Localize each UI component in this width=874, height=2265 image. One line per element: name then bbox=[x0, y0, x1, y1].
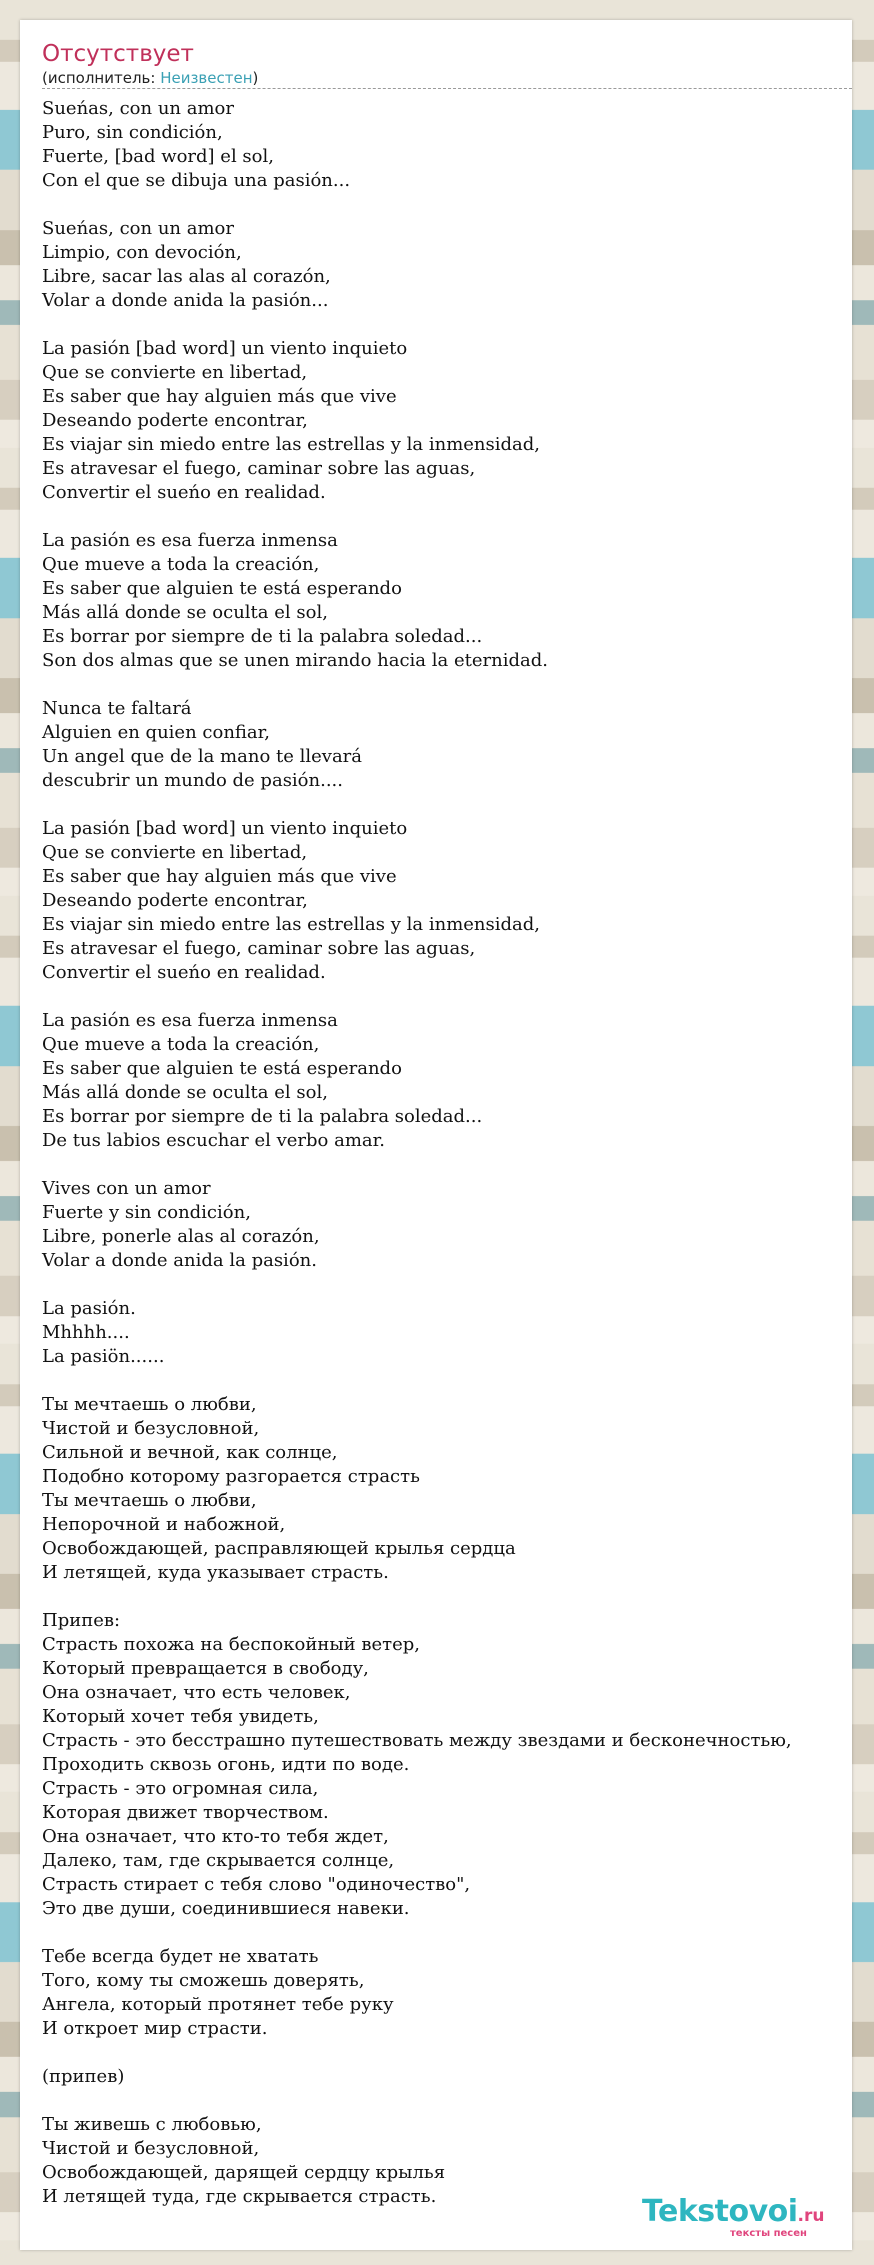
site-logo[interactable] bbox=[642, 2195, 842, 2243]
artist-line bbox=[42, 69, 852, 89]
artist-prefix: (исполнитель: bbox=[42, 69, 161, 87]
lyrics-card bbox=[20, 20, 852, 2250]
artist-link[interactable]: Неизвестен bbox=[160, 69, 253, 87]
song-title: Отсутствует bbox=[42, 41, 194, 67]
logo-name: Tekstovoi bbox=[642, 2194, 798, 2229]
logo-tld: .ru bbox=[797, 2206, 825, 2226]
artist-suffix: ) bbox=[252, 69, 259, 87]
lyrics-text: Sueńas, con un amor Puro, sin condición, Fuerte, [bad word] el sol, Con el que se dibuja una pasión... Sueńas, con un amor Limpio, con devoción, Libre, sacar las alas al corazón, Volar a donde anida la pasión... La pasión [bad word] un viento inquieto Que se convierte en libertad, Es saber que hay alguien más que vive Deseando poderte encontrar, Es viajar sin miedo entre las estrellas y la inmensidad, Es atravesar el fuego, caminar sobre las aguas, Convertir el sueńo en realidad. La pasión es esa fuerza inmensa Que mueve a toda la creación, Es saber que alguien te está esperando Más allá donde se oculta el sol, Es borrar por siempre de ti la palabra soledad... Son dos almas que se unen mirando hacia la eternidad. Nunca te faltará Alguien en quien confiar, Un angel que de la mano te llevará descubrir un mundo de pasión.... La pasión [bad word] un viento inquieto Que se convierte en libertad, Es saber que hay alguien más que vive Deseando poderte encontrar, Es viajar sin miedo entre las estrellas y la inmensidad, Es atravesar el fuego, caminar sobre las aguas, Convertir el sueńo en realidad. La pasión es esa fuerza inmensa Que mueve a toda la creación, Es saber que alguien te está esperando Más allá donde se oculta el sol, Es borrar por siempre de ti la palabra soledad... De tus labios escuchar el verbo amar. Vives con un amor Fuerte y sin condición, Libre, ponerle alas al corazón, Volar a donde anida la pasión. La pasión. Mhhhh.... La pasiön...... Ты мечтаешь о любви, Чистой и безусловной, Сильной и вечной, как солнце, Подобно которому разгорается страсть Ты мечтаешь о любви, Непорочной и набожной, Освобождающей, расправляющей крылья сердца И летящей, куда указывает страсть. Припев: Страсть похожа на беспокойный ветер, Который превращается в свободу, Она означает, что есть человек, Который хочет тебя увидеть, Страсть - это бесстрашно путешествовать между звездами и бесконечностью, Проходить сквозь огонь, идти по воде. Страсть - это огромная сила, Которая движет творчеством. Она означает, что кто-то тебя ждет, Далеко, там, где скрывается солнце, Страсть стирает с тебя слово "одиночество", Это две души, соединившиеся навеки. Тебе всегда будет не хватать Того, кому ты сможешь доверять, Ангела, который протянет тебе руку И откроет мир страсти. (припев) Ты живешь с любовью, Чистой и безусловной, Освобождающей, дарящей сердцу крылья И летящей туда, где скрывается страсть. bbox=[42, 98, 792, 2207]
logo-tagline: тексты песен bbox=[730, 2228, 807, 2239]
